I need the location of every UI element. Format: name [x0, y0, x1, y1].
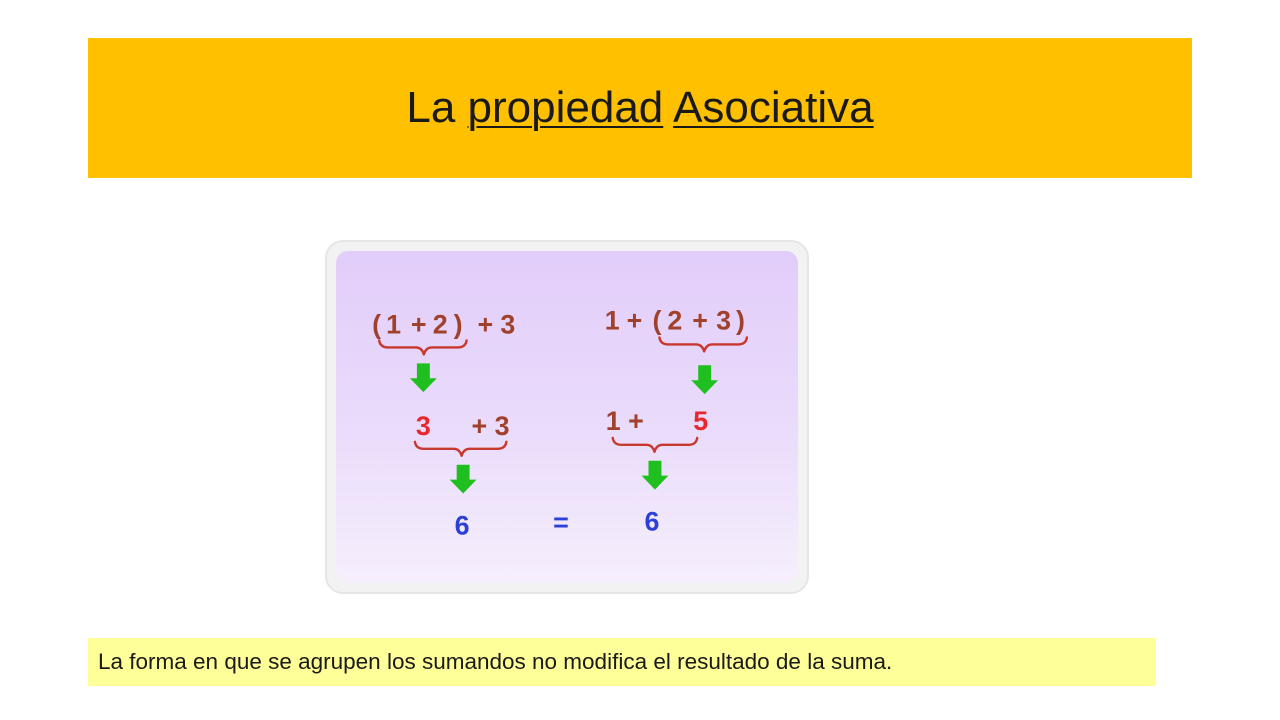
left-down-arrow-1	[410, 363, 437, 392]
caption-text: La forma en que se agrupen los sumandos no modifica el resultado de la suma.	[98, 649, 893, 674]
right-addend-2: 2	[667, 305, 683, 336]
right-partial-sum: 5	[693, 405, 709, 436]
title-link-propiedad[interactable]: propiedad	[467, 83, 664, 132]
right-remaining-addend: 1 +	[605, 405, 644, 436]
left-open-paren: (	[372, 309, 382, 340]
right-down-arrow-1	[691, 365, 718, 394]
associative-property-illustration	[325, 240, 809, 594]
left-down-arrow-2	[450, 465, 477, 494]
left-remaining-addend: + 3	[471, 410, 510, 441]
left-result: 6	[454, 510, 470, 541]
left-grouping-brace-1	[379, 340, 466, 354]
illustration-panel	[336, 251, 798, 583]
left-grouping-brace-2	[415, 442, 506, 456]
right-down-arrow-2	[642, 461, 669, 490]
left-plus-1: +	[410, 309, 427, 340]
equals-sign: =	[553, 507, 569, 538]
slide-title	[406, 83, 874, 132]
illustration-drawing	[336, 251, 798, 583]
right-addend-3: 3	[716, 305, 732, 336]
right-grouping-brace-2	[613, 438, 697, 452]
title-link-asociativa[interactable]: Asociativa	[673, 83, 874, 132]
right-close-paren: )	[735, 305, 745, 336]
left-addend-3: 3	[500, 309, 516, 340]
left-addend-2: 2	[432, 309, 448, 340]
title-word-la: La	[406, 83, 456, 132]
title-banner	[88, 38, 1192, 178]
right-open-paren: (	[652, 305, 662, 336]
left-addend-1: 1	[386, 309, 402, 340]
right-plus-2: +	[692, 305, 708, 336]
caption-box	[88, 638, 1156, 686]
right-addend-1: 1	[604, 305, 620, 336]
right-result: 6	[644, 506, 660, 537]
left-close-paren: )	[453, 309, 463, 340]
left-plus-2: +	[477, 309, 494, 340]
right-plus-1: +	[626, 305, 643, 336]
right-grouping-brace-1	[659, 337, 746, 351]
left-partial-sum: 3	[415, 410, 431, 441]
